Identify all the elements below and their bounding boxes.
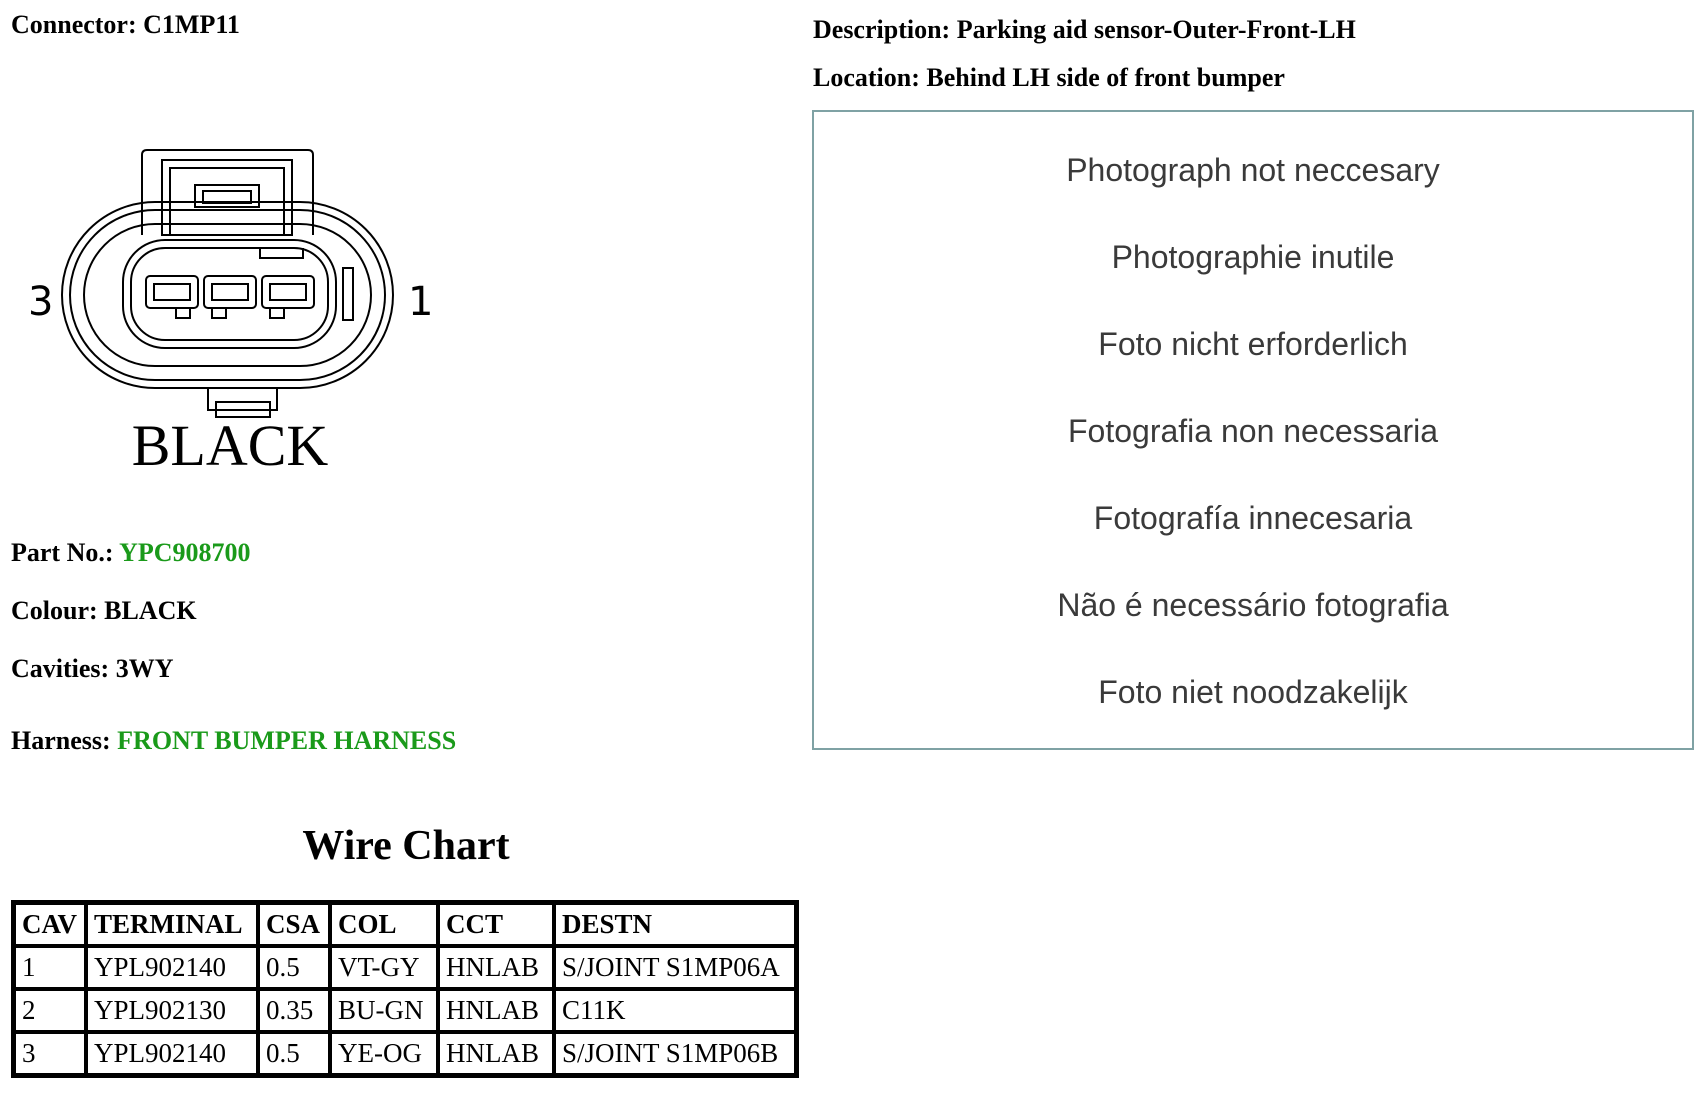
cell-col: YE-OG bbox=[330, 1032, 438, 1076]
part-number-link[interactable]: YPC908700 bbox=[119, 538, 251, 567]
photo-note-fr: Photographie inutile bbox=[1111, 239, 1395, 275]
location-line bbox=[813, 63, 1285, 93]
harness-label: Harness: bbox=[11, 726, 111, 755]
column-header-terminal: TERMINAL bbox=[86, 903, 258, 947]
table-row bbox=[14, 946, 797, 989]
pin-number-1: 1 bbox=[408, 279, 434, 325]
cell-cav: 2 bbox=[14, 989, 87, 1032]
location-label: Location: bbox=[813, 63, 920, 92]
cavity-1 bbox=[262, 276, 314, 318]
column-header-cct: CCT bbox=[438, 903, 554, 947]
description-label: Description: bbox=[813, 15, 951, 44]
cell-terminal: YPL902140 bbox=[86, 1032, 258, 1076]
table-row bbox=[14, 989, 797, 1032]
cell-terminal: YPL902140 bbox=[86, 946, 258, 989]
harness-line bbox=[11, 726, 456, 756]
cavities-value: 3WY bbox=[115, 654, 174, 683]
photo-note-pt: Não é necessário fotografia bbox=[1057, 587, 1449, 623]
photo-note-it: Fotografia non necessaria bbox=[1068, 413, 1438, 449]
cavities-label: Cavities: bbox=[11, 654, 110, 683]
part-number-label: Part No.: bbox=[11, 538, 114, 567]
cavity-2 bbox=[204, 276, 256, 318]
cell-csa: 0.5 bbox=[258, 946, 330, 989]
colour-label: Colour: bbox=[11, 596, 98, 625]
colour-value: BLACK bbox=[104, 596, 197, 625]
photo-note-es: Fotografía innecesaria bbox=[1093, 500, 1413, 536]
connector-value: C1MP11 bbox=[143, 10, 240, 39]
connector-title bbox=[11, 10, 240, 40]
colour-line bbox=[11, 596, 197, 626]
cell-col: BU-GN bbox=[330, 989, 438, 1032]
cell-csa: 0.5 bbox=[258, 1032, 330, 1076]
description-line bbox=[813, 15, 1356, 45]
cell-cav: 3 bbox=[14, 1032, 87, 1076]
table-row bbox=[14, 1032, 797, 1076]
cell-cct: HNLAB bbox=[438, 1032, 554, 1076]
connector-face-diagram bbox=[20, 140, 440, 480]
description-value: Parking aid sensor-Outer-Front-LH bbox=[956, 15, 1356, 44]
photo-placeholder bbox=[812, 110, 1694, 750]
cell-destn: S/JOINT S1MP06B bbox=[554, 1032, 797, 1076]
connector-colour-caption: BLACK bbox=[131, 413, 329, 478]
column-header-col: COL bbox=[330, 903, 438, 947]
column-header-csa: CSA bbox=[258, 903, 330, 947]
part-number-line bbox=[11, 538, 251, 568]
photo-note-nl: Foto niet noodzakelijk bbox=[1098, 674, 1408, 710]
table-header-row bbox=[14, 903, 797, 947]
cell-terminal: YPL902130 bbox=[86, 989, 258, 1032]
photo-note-en: Photograph not neccesary bbox=[1066, 152, 1440, 188]
cell-csa: 0.35 bbox=[258, 989, 330, 1032]
harness-link[interactable]: FRONT BUMPER HARNESS bbox=[117, 726, 457, 755]
cell-cct: HNLAB bbox=[438, 989, 554, 1032]
column-header-cav: CAV bbox=[14, 903, 87, 947]
cell-cct: HNLAB bbox=[438, 946, 554, 989]
column-header-destn: DESTN bbox=[554, 903, 797, 947]
wire-chart-table bbox=[11, 900, 799, 1078]
photo-note-de: Foto nicht erforderlich bbox=[1098, 326, 1408, 362]
cell-col: VT-GY bbox=[330, 946, 438, 989]
wire-chart-title: Wire Chart bbox=[302, 823, 510, 869]
cavity-3 bbox=[146, 276, 198, 318]
cavities-line bbox=[11, 654, 173, 684]
cell-destn: S/JOINT S1MP06A bbox=[554, 946, 797, 989]
location-value: Behind LH side of front bumper bbox=[926, 63, 1285, 92]
connector-latch bbox=[142, 150, 313, 235]
connector-label: Connector: bbox=[11, 10, 137, 39]
cell-destn: C11K bbox=[554, 989, 797, 1032]
pin-number-3: 3 bbox=[28, 279, 54, 325]
cell-cav: 1 bbox=[14, 946, 87, 989]
